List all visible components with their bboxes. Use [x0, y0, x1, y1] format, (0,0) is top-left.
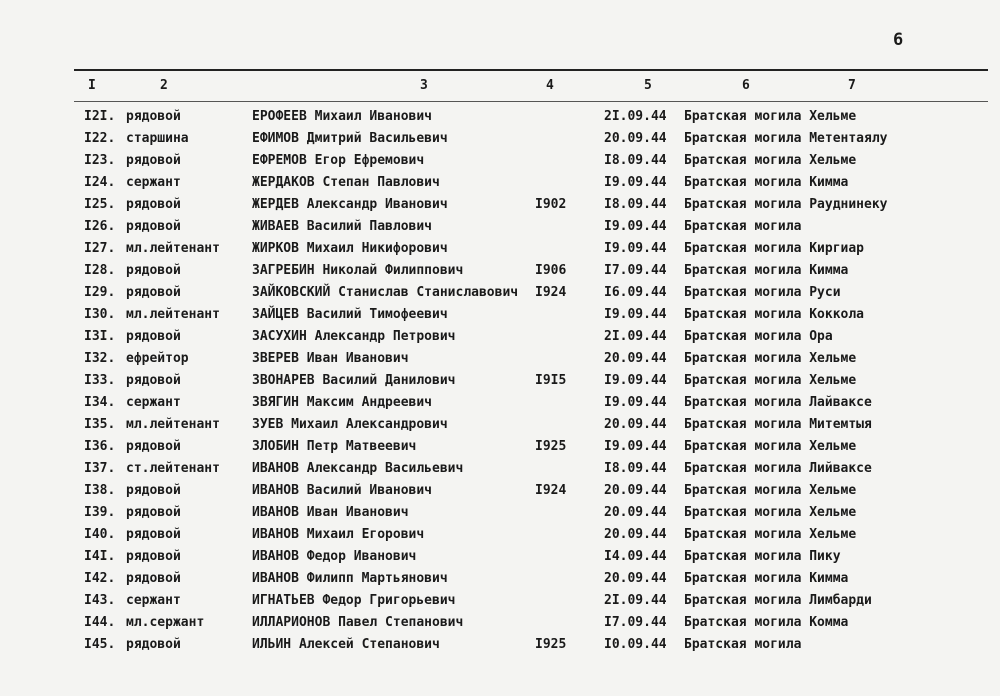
burial-place: Братская могила Кимма — [684, 175, 849, 190]
death-date: 20.09.44 — [604, 527, 667, 542]
full-name: ИВАНОВ Федор Иванович — [252, 549, 417, 564]
death-date: I7.09.44 — [604, 615, 667, 630]
military-rank: старшина — [126, 131, 189, 146]
table-row — [0, 414, 1000, 436]
table-row — [0, 128, 1000, 150]
table-row — [0, 480, 1000, 502]
row-number: I45. — [84, 637, 116, 652]
military-rank: рядовой — [126, 571, 181, 586]
row-number: I44. — [84, 615, 116, 630]
burial-place: Братская могила Пику — [684, 549, 841, 564]
military-rank: рядовой — [126, 329, 181, 344]
burial-place: Братская могила Хельме — [684, 153, 857, 168]
military-rank: ст.лейтенант — [126, 461, 220, 476]
burial-place: Братская могила Руси — [684, 285, 841, 300]
row-number: I22. — [84, 131, 116, 146]
burial-place: Братская могила Киргиар — [684, 241, 865, 256]
row-number: I29. — [84, 285, 116, 300]
death-date: 20.09.44 — [604, 571, 667, 586]
full-name: ЖИРКОВ Михаил Никифорович — [252, 241, 448, 256]
military-rank: сержант — [126, 395, 181, 410]
table-top-rule — [74, 69, 988, 71]
death-date: I6.09.44 — [604, 285, 667, 300]
table-row — [0, 348, 1000, 370]
military-rank: сержант — [126, 175, 181, 190]
column-header-4: 4 — [546, 78, 555, 93]
birth-year: I924 — [535, 483, 567, 498]
burial-place: Братская могила Хельме — [684, 439, 857, 454]
full-name: ЗВЕРЕВ Иван Иванович — [252, 351, 409, 366]
page-number: 6 — [893, 30, 904, 50]
death-date: I9.09.44 — [604, 373, 667, 388]
table-row — [0, 216, 1000, 238]
table-row — [0, 568, 1000, 590]
full-name: ИВАНОВ Иван Иванович — [252, 505, 409, 520]
death-date: 2I.09.44 — [604, 593, 667, 608]
full-name: ЖЕРДЕВ Александр Иванович — [252, 197, 448, 212]
military-rank: мл.сержант — [126, 615, 205, 630]
military-rank: рядовой — [126, 439, 181, 454]
burial-place: Братская могила — [684, 219, 802, 234]
table-row — [0, 238, 1000, 260]
military-rank: рядовой — [126, 263, 181, 278]
table-row — [0, 612, 1000, 634]
death-date: I7.09.44 — [604, 263, 667, 278]
burial-place: Братская могила Метентаялу — [684, 131, 888, 146]
row-number: I2I. — [84, 109, 116, 124]
death-date: I0.09.44 — [604, 637, 667, 652]
row-number: I24. — [84, 175, 116, 190]
birth-year: I925 — [535, 637, 567, 652]
table-row — [0, 282, 1000, 304]
birth-year: I924 — [535, 285, 567, 300]
burial-place: Братская могила Лийваксе — [684, 461, 872, 476]
death-date: 20.09.44 — [604, 351, 667, 366]
full-name: ЕФРЕМОВ Егор Ефремович — [252, 153, 425, 168]
column-header-1: I — [88, 78, 97, 93]
table-row — [0, 436, 1000, 458]
military-rank: мл.лейтенант — [126, 307, 220, 322]
burial-place: Братская могила Хельме — [684, 351, 857, 366]
full-name: ИВАНОВ Филипп Мартьянович — [252, 571, 448, 586]
table-row — [0, 634, 1000, 656]
table-row — [0, 194, 1000, 216]
burial-place: Братская могила Хельме — [684, 505, 857, 520]
death-date: I8.09.44 — [604, 197, 667, 212]
row-number: I28. — [84, 263, 116, 278]
row-number: I25. — [84, 197, 116, 212]
military-rank: рядовой — [126, 637, 181, 652]
row-number: I27. — [84, 241, 116, 256]
death-date: 2I.09.44 — [604, 109, 667, 124]
row-number: I43. — [84, 593, 116, 608]
military-rank: рядовой — [126, 527, 181, 542]
burial-place: Братская могила Лайваксе — [684, 395, 872, 410]
burial-place: Братская могила Коккола — [684, 307, 865, 322]
full-name: ИЛЛАРИОНОВ Павел Степанович — [252, 615, 464, 630]
birth-year: I902 — [535, 197, 567, 212]
table-row — [0, 172, 1000, 194]
row-number: I33. — [84, 373, 116, 388]
table-row — [0, 502, 1000, 524]
column-header-5: 5 — [644, 78, 653, 93]
table-row — [0, 260, 1000, 282]
military-rank: рядовой — [126, 153, 181, 168]
burial-place: Братская могила Лимбарди — [684, 593, 872, 608]
full-name: ЗАСУХИН Александр Петрович — [252, 329, 456, 344]
burial-place: Братская могила Митемтыя — [684, 417, 872, 432]
death-date: I9.09.44 — [604, 219, 667, 234]
military-rank: мл.лейтенант — [126, 241, 220, 256]
death-date: 20.09.44 — [604, 483, 667, 498]
full-name: ИГНАТЬЕВ Федор Григорьевич — [252, 593, 456, 608]
burial-place: Братская могила Кимма — [684, 571, 849, 586]
table-row — [0, 106, 1000, 128]
table-row — [0, 590, 1000, 612]
row-number: I42. — [84, 571, 116, 586]
full-name: ЗАЙЦЕВ Василий Тимофеевич — [252, 307, 448, 322]
full-name: ЗВЯГИН Максим Андреевич — [252, 395, 433, 410]
row-number: I34. — [84, 395, 116, 410]
table-row — [0, 524, 1000, 546]
military-rank: рядовой — [126, 285, 181, 300]
table-row — [0, 458, 1000, 480]
column-header-7: 7 — [848, 78, 857, 93]
military-rank: рядовой — [126, 505, 181, 520]
full-name: ЗЛОБИН Петр Матвеевич — [252, 439, 417, 454]
row-number: I39. — [84, 505, 116, 520]
burial-place: Братская могила Хельме — [684, 527, 857, 542]
row-number: I38. — [84, 483, 116, 498]
death-date: I9.09.44 — [604, 307, 667, 322]
full-name: ЕРОФЕЕВ Михаил Иванович — [252, 109, 433, 124]
column-header-6: 6 — [742, 78, 751, 93]
death-date: I8.09.44 — [604, 153, 667, 168]
full-name: ИВАНОВ Михаил Егорович — [252, 527, 425, 542]
row-number: I26. — [84, 219, 116, 234]
table-row — [0, 150, 1000, 172]
full-name: ИВАНОВ Василий Иванович — [252, 483, 433, 498]
military-rank: сержант — [126, 593, 181, 608]
military-rank: рядовой — [126, 197, 181, 212]
burial-place: Братская могила Хельме — [684, 483, 857, 498]
row-number: I3I. — [84, 329, 116, 344]
military-rank: мл.лейтенант — [126, 417, 220, 432]
row-number: I30. — [84, 307, 116, 322]
header-underline — [74, 101, 988, 102]
burial-place: Братская могила Ора — [684, 329, 833, 344]
burial-place: Братская могила Рауднинеку — [684, 197, 888, 212]
death-date: 2I.09.44 — [604, 329, 667, 344]
burial-place: Братская могила Кимма — [684, 263, 849, 278]
full-name: ЗАЙКОВСКИЙ Станислав Станиславович — [252, 285, 519, 300]
full-name: ЗАГРЕБИН Николай Филиппович — [252, 263, 464, 278]
death-date: 20.09.44 — [604, 417, 667, 432]
row-number: I36. — [84, 439, 116, 454]
burial-place: Братская могила Хельме — [684, 373, 857, 388]
full-name: ЗУЕВ Михаил Александрович — [252, 417, 448, 432]
death-date: I4.09.44 — [604, 549, 667, 564]
full-name: ЗВОНАРЕВ Василий Данилович — [252, 373, 456, 388]
full-name: ЖИВАЕВ Василий Павлович — [252, 219, 433, 234]
military-rank: ефрейтор — [126, 351, 189, 366]
full-name: ЕФИМОВ Дмитрий Васильевич — [252, 131, 448, 146]
full-name: ЖЕРДАКОВ Степан Павлович — [252, 175, 440, 190]
death-date: I9.09.44 — [604, 241, 667, 256]
row-number: I23. — [84, 153, 116, 168]
table-row — [0, 370, 1000, 392]
row-number: I32. — [84, 351, 116, 366]
military-rank: рядовой — [126, 219, 181, 234]
birth-year: I9I5 — [535, 373, 567, 388]
death-date: I9.09.44 — [604, 439, 667, 454]
burial-place: Братская могила Хельме — [684, 109, 857, 124]
full-name: ИЛЬИН Алексей Степанович — [252, 637, 440, 652]
military-rank: рядовой — [126, 373, 181, 388]
table-row — [0, 392, 1000, 414]
birth-year: I906 — [535, 263, 567, 278]
birth-year: I925 — [535, 439, 567, 454]
table-row — [0, 546, 1000, 568]
death-date: I9.09.44 — [604, 395, 667, 410]
burial-place: Братская могила Комма — [684, 615, 849, 630]
death-date: 20.09.44 — [604, 131, 667, 146]
table-row — [0, 304, 1000, 326]
table-row — [0, 326, 1000, 348]
row-number: I4I. — [84, 549, 116, 564]
burial-place: Братская могила — [684, 637, 802, 652]
full-name: ИВАНОВ Александр Васильевич — [252, 461, 464, 476]
row-number: I37. — [84, 461, 116, 476]
death-date: I8.09.44 — [604, 461, 667, 476]
column-header-3: 3 — [420, 78, 429, 93]
military-rank: рядовой — [126, 109, 181, 124]
death-date: 20.09.44 — [604, 505, 667, 520]
column-header-2: 2 — [160, 78, 169, 93]
death-date: I9.09.44 — [604, 175, 667, 190]
row-number: I35. — [84, 417, 116, 432]
military-rank: рядовой — [126, 483, 181, 498]
military-rank: рядовой — [126, 549, 181, 564]
row-number: I40. — [84, 527, 116, 542]
